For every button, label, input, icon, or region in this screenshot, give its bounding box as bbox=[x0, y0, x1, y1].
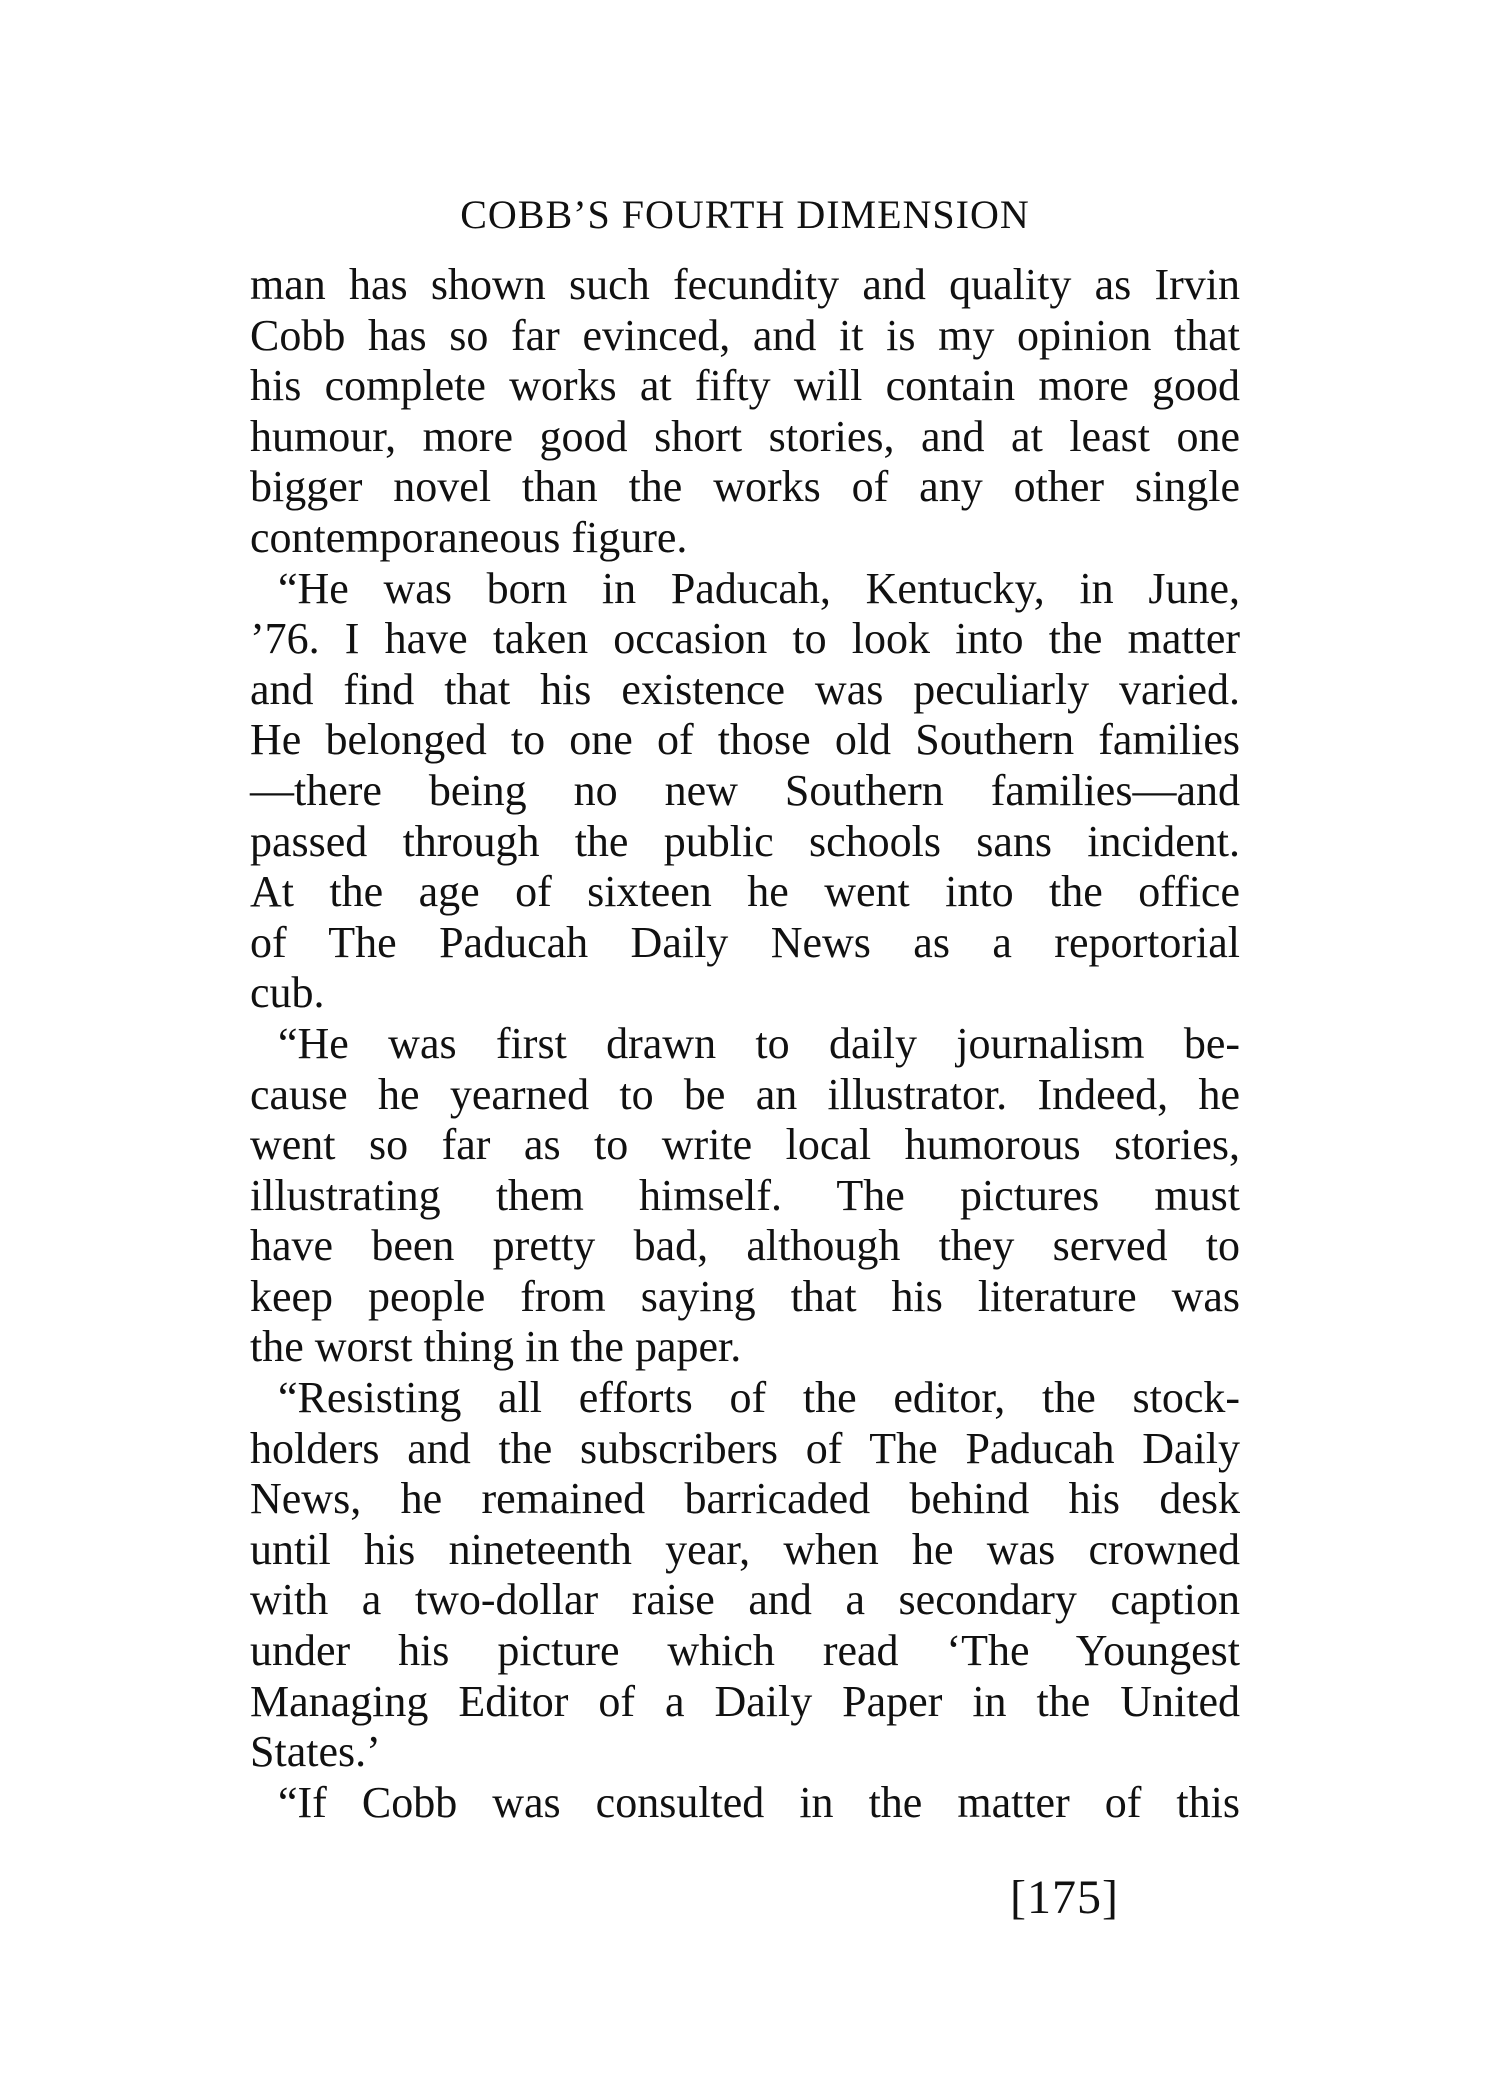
text-line: man has shown such fecundity and quality as Irvin bbox=[250, 260, 1240, 309]
running-head: COBB’S FOURTH DIMENSION bbox=[460, 192, 1030, 237]
text-line: the worst thing in the paper. bbox=[250, 1322, 742, 1372]
text-line: “Resisting all efforts of the editor, the stock- bbox=[278, 1373, 1240, 1423]
text-line: contemporaneous figure. bbox=[250, 512, 688, 562]
text-line: holders and the subscribers of The Paducah Daily bbox=[250, 1423, 1240, 1473]
text-line: News, he remained barricaded behind his desk bbox=[250, 1474, 1240, 1524]
text-line: humour, more good short stories, and at least one bbox=[250, 411, 1240, 461]
text-line: “He was first drawn to daily journalism be- bbox=[278, 1018, 1240, 1068]
text-line: until his nineteenth year, when he was crowned bbox=[250, 1524, 1240, 1574]
text-line: and find that his existence was peculiarly varied. bbox=[250, 664, 1240, 714]
text-line: under his picture which read ‘The Youngest bbox=[250, 1626, 1240, 1676]
text-line: At the age of sixteen he went into the office bbox=[250, 867, 1240, 917]
text-line: “He was born in Paducah, Kentucky, in June, bbox=[278, 563, 1240, 613]
text-line: —there being no new Southern families—and bbox=[250, 765, 1240, 815]
text-line: Managing Editor of a Daily Paper in the United bbox=[250, 1676, 1240, 1726]
text-line: passed through the public schools sans incident. bbox=[250, 816, 1240, 866]
text-line: cub. bbox=[250, 968, 325, 1018]
text-line: He belonged to one of those old Southern families bbox=[250, 715, 1240, 765]
text-line: of The Paducah Daily News as a reportorial bbox=[250, 917, 1240, 967]
text-line: went so far as to write local humorous stories, bbox=[250, 1120, 1240, 1170]
text-line: bigger novel than the works of any other single bbox=[250, 462, 1240, 512]
body-text bbox=[250, 260, 1240, 1828]
text-line: illustrating them himself. The pictures must bbox=[250, 1170, 1240, 1220]
text-line: States.’ bbox=[250, 1727, 381, 1777]
text-line: ’76. I have taken occasion to look into the matter bbox=[250, 614, 1240, 664]
text-line: “If Cobb was consulted in the matter of this bbox=[278, 1777, 1240, 1827]
text-line: have been pretty bad, although they served to bbox=[250, 1221, 1240, 1271]
text-line: cause he yearned to be an illustrator. Indeed, he bbox=[250, 1069, 1240, 1119]
page-number: [175] bbox=[1010, 1871, 1119, 1924]
text-line: keep people from saying that his literature was bbox=[250, 1271, 1240, 1321]
text-line: his complete works at fifty will contain more good bbox=[250, 361, 1240, 411]
text-line: with a two-dollar raise and a secondary caption bbox=[250, 1575, 1240, 1625]
text-line: Cobb has so far evinced, and it is my opinion that bbox=[250, 310, 1240, 360]
